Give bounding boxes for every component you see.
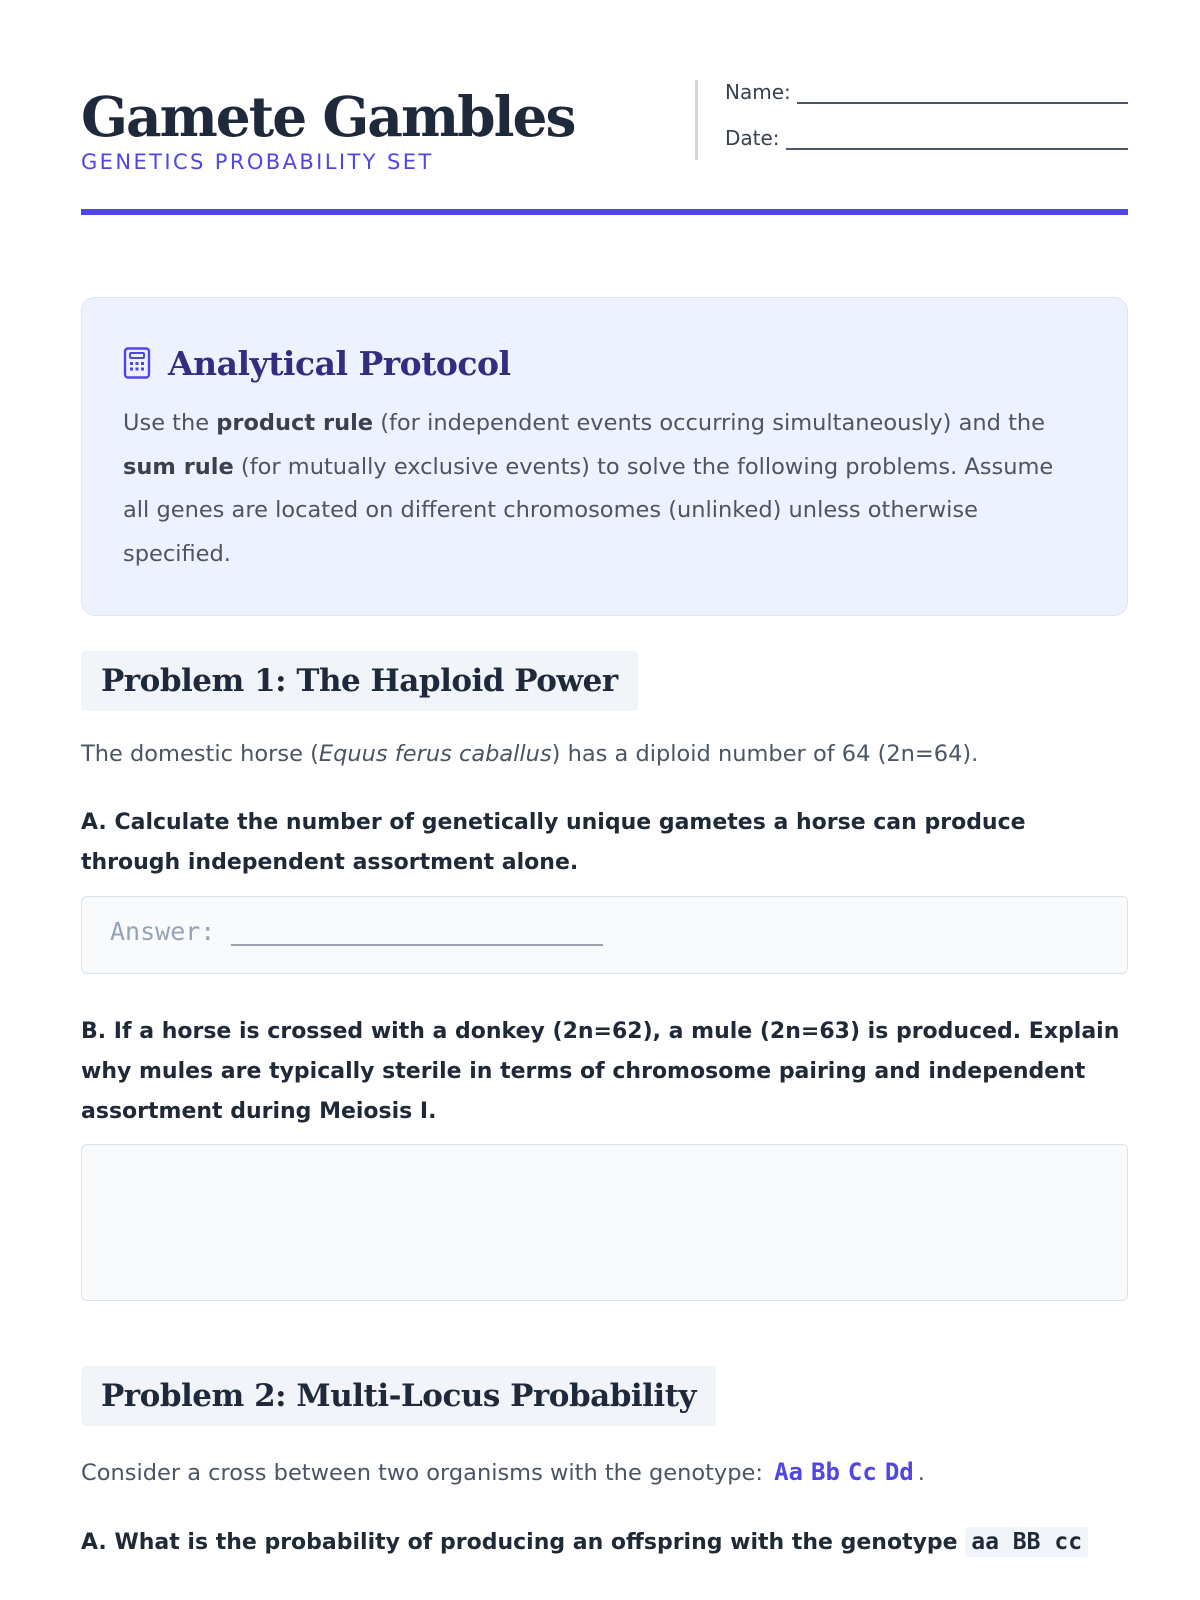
name-field[interactable] bbox=[725, 80, 1128, 104]
protocol-text bbox=[123, 402, 1086, 576]
answer-label: Answer: bbox=[110, 917, 216, 946]
protocol-text-part: Use the bbox=[123, 410, 217, 436]
target-genotype: aa BB cc bbox=[965, 1527, 1088, 1557]
problem-1-intro bbox=[81, 741, 1128, 767]
answer-inline bbox=[110, 917, 603, 946]
genotype-locus: Dd bbox=[884, 1458, 914, 1486]
product-rule-term: product rule bbox=[216, 410, 374, 436]
problem-1-question-a: A. Calculate the number of genetically unique gametes a horse can produce through independent assortment alone. bbox=[81, 810, 1026, 875]
protocol-text-part: (for mutually exclusive events) to solve the following problems. Assume all genes are located on different chromosomes (unlinked) unless otherwise specified. bbox=[123, 453, 1054, 567]
problem-1-title: Problem 1: The Haploid Power bbox=[81, 651, 638, 711]
protocol-header bbox=[123, 338, 1086, 388]
intro-text: The domestic horse ( bbox=[81, 741, 319, 767]
date-field[interactable] bbox=[725, 126, 1128, 150]
genotype-locus: Cc bbox=[847, 1458, 877, 1486]
header-divider bbox=[81, 209, 1128, 215]
problem-2-question-a bbox=[81, 1522, 1128, 1563]
protocol-title: Analytical Protocol bbox=[168, 343, 511, 383]
species-name: Equus ferus caballus bbox=[318, 741, 552, 767]
student-info bbox=[695, 80, 1128, 160]
sum-rule-term: sum rule bbox=[123, 453, 234, 480]
problem-2-title: Problem 2: Multi-Locus Probability bbox=[81, 1366, 716, 1426]
question-text: A. What is the probability of producing an offspring with the genotype bbox=[81, 1530, 966, 1555]
page-subtitle: GENETICS PROBABILITY SET bbox=[81, 150, 434, 174]
problem-1-question-b: B. If a horse is crossed with a donkey (2n=62), a mule (2n=63) is produced. Explain why mules are typically sterile in terms of chromosome pairing and independent assortment during Meiosis I. bbox=[81, 1019, 1120, 1124]
worksheet-header bbox=[81, 78, 1128, 218]
protocol-text-part: (for independent events occurring simultaneously) and the bbox=[373, 410, 1046, 436]
calculator-icon bbox=[123, 347, 151, 379]
name-label: Name: bbox=[725, 80, 791, 104]
problem-2-intro bbox=[81, 1458, 1128, 1486]
date-line[interactable] bbox=[786, 132, 1128, 150]
genotype-locus: Aa bbox=[774, 1458, 803, 1486]
intro-text: . bbox=[917, 1460, 925, 1486]
problem-1-answer-b-box[interactable] bbox=[81, 1144, 1128, 1301]
intro-text: ) has a diploid number of 64 (2n=64). bbox=[551, 741, 979, 767]
date-label: Date: bbox=[725, 126, 780, 150]
genotype-locus: Bb bbox=[811, 1458, 840, 1486]
page-title: Gamete Gambles bbox=[81, 84, 575, 149]
intro-text: Consider a cross between two organisms with the genotype: bbox=[81, 1460, 771, 1486]
name-line[interactable] bbox=[797, 86, 1128, 104]
problem-1-answer-a-box[interactable] bbox=[81, 896, 1128, 974]
protocol-box bbox=[81, 297, 1128, 616]
answer-line[interactable] bbox=[231, 924, 603, 946]
